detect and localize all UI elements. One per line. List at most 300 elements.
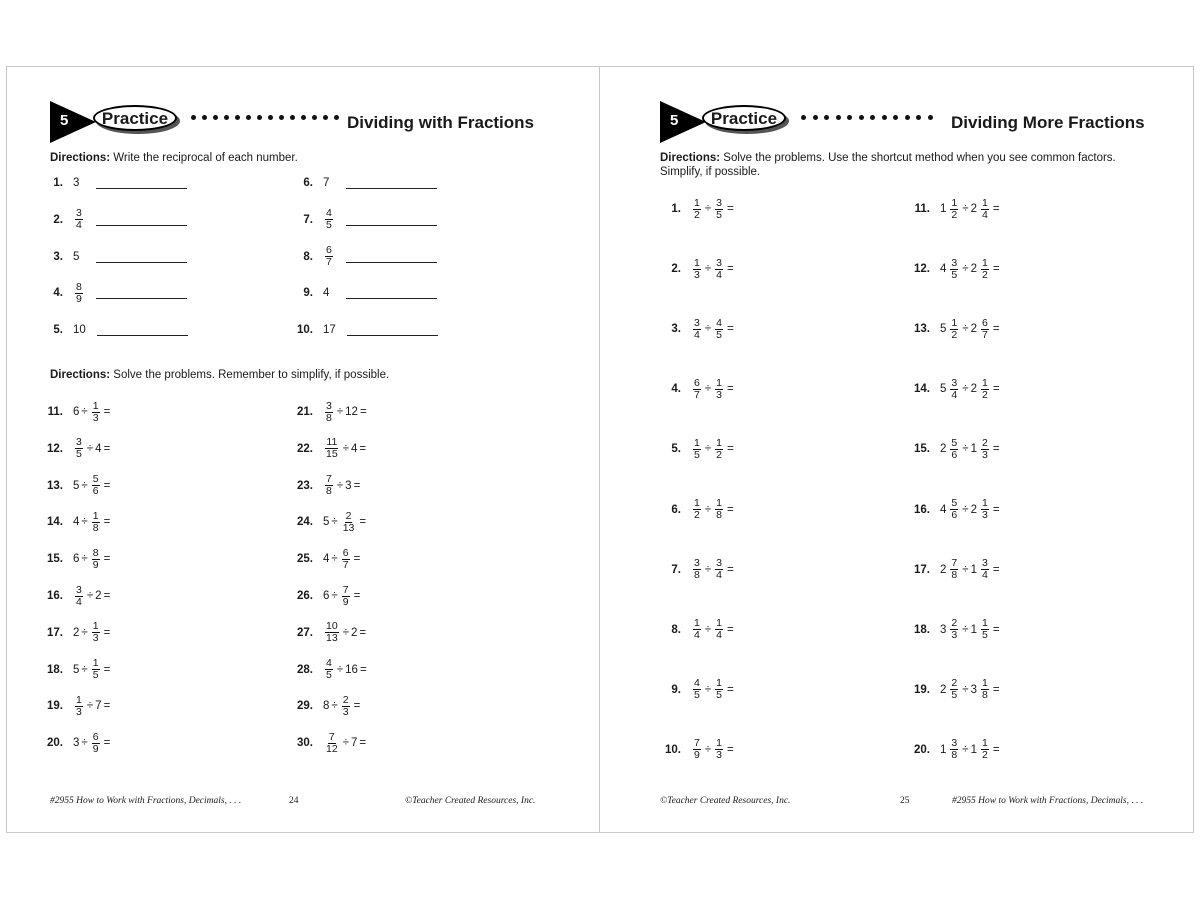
numerator: 1 xyxy=(92,399,99,412)
leader-dot xyxy=(836,115,841,120)
denominator: 5 xyxy=(981,629,988,642)
directions-text: Write the reciprocal of each number. xyxy=(113,152,298,164)
denominator: 5 xyxy=(92,669,99,682)
fraction xyxy=(342,695,350,718)
problem-item xyxy=(904,555,1001,585)
math-expression xyxy=(72,658,111,681)
fraction xyxy=(92,658,100,681)
expr-token: ÷ xyxy=(962,503,969,516)
fraction xyxy=(950,198,958,221)
problem-item xyxy=(904,194,1001,224)
expr-token: = xyxy=(992,623,1000,636)
item-number: 6. xyxy=(303,177,313,189)
practice-label-text: Practice xyxy=(710,109,778,128)
problem-item xyxy=(37,397,111,427)
expr-token: = xyxy=(359,442,367,455)
fraction xyxy=(950,318,958,341)
math-expression xyxy=(72,437,111,460)
numerator: 3 xyxy=(981,557,988,570)
numerator: 7 xyxy=(328,730,335,743)
denominator: 4 xyxy=(981,569,988,582)
denominator: 12 xyxy=(326,742,338,755)
math-expression xyxy=(939,498,1001,521)
fraction xyxy=(715,678,723,701)
fraction xyxy=(325,732,339,755)
directions-text-line2: Simplify, if possible. xyxy=(660,166,761,178)
expr-token: 3 xyxy=(970,683,977,696)
expr-token: 4 xyxy=(73,516,80,529)
math-expression xyxy=(939,258,1001,281)
denominator: 3 xyxy=(981,448,988,461)
reciprocal-item xyxy=(287,278,437,308)
expr-token: = xyxy=(992,383,1000,396)
math-expression xyxy=(690,678,735,701)
denominator: 9 xyxy=(76,292,82,305)
numerator: 2 xyxy=(342,693,349,706)
leader-dot xyxy=(257,115,262,120)
numerator: 1 xyxy=(716,677,722,690)
numerator: 1 xyxy=(951,196,958,209)
expr-token: ÷ xyxy=(704,323,712,336)
expr-token: ÷ xyxy=(342,442,349,455)
numerator: 1 xyxy=(694,497,700,509)
item-number: 20. xyxy=(914,743,930,756)
item-number: 8. xyxy=(303,250,313,263)
item-number: 11. xyxy=(914,203,930,215)
math-expression xyxy=(690,438,735,461)
expr-token: = xyxy=(727,563,734,576)
expr-token: = xyxy=(353,479,361,492)
leader-dot xyxy=(824,115,829,120)
numerator: 1 xyxy=(981,196,988,209)
directions-label: Directions: xyxy=(660,152,721,164)
math-expression xyxy=(939,438,1001,461)
fraction xyxy=(75,208,83,231)
item-number: 17. xyxy=(914,563,930,576)
denominator: 2 xyxy=(981,388,988,401)
expr-token: ÷ xyxy=(962,323,969,336)
math-expression xyxy=(72,401,111,424)
numerator: 3 xyxy=(76,436,82,449)
reciprocal-item xyxy=(287,168,437,198)
expr-token: 6 xyxy=(73,406,80,418)
expr-token: = xyxy=(727,743,734,756)
expr-token: ÷ xyxy=(336,663,344,676)
item-number: 7. xyxy=(671,563,681,576)
numerator: 3 xyxy=(951,737,958,750)
fraction xyxy=(92,401,100,424)
expr-token: ÷ xyxy=(962,383,969,396)
item-number: 10. xyxy=(297,324,313,337)
fraction xyxy=(75,695,83,718)
expr-token: ÷ xyxy=(962,743,969,756)
fraction xyxy=(342,585,350,608)
expr-token: = xyxy=(727,683,734,696)
fraction xyxy=(325,437,339,460)
item-number: 20. xyxy=(47,737,63,750)
expr-token: 2 xyxy=(970,323,977,336)
expr-token: = xyxy=(727,323,734,336)
expr-token: = xyxy=(727,263,734,276)
problem-item xyxy=(904,374,1001,404)
item-number: 3. xyxy=(671,323,681,336)
fraction xyxy=(981,318,989,341)
expr-token: = xyxy=(103,516,111,529)
problem-item xyxy=(287,507,367,537)
fraction xyxy=(981,198,989,221)
problem-item xyxy=(287,691,361,721)
expr-token: = xyxy=(103,553,111,566)
fraction xyxy=(715,318,723,341)
math-expression xyxy=(322,208,336,231)
expr-token: 2 xyxy=(970,203,977,215)
numerator: 1 xyxy=(716,376,722,389)
problem-item xyxy=(287,544,361,574)
answer-blank[interactable] xyxy=(346,217,437,226)
problem-item xyxy=(904,254,1001,284)
item-number: 16. xyxy=(914,503,930,516)
leader-dot xyxy=(290,115,295,120)
fraction xyxy=(715,558,723,581)
denominator: 15 xyxy=(326,448,338,461)
denominator: 3 xyxy=(981,509,988,521)
fraction xyxy=(715,198,723,221)
math-expression xyxy=(72,511,111,534)
denominator: 3 xyxy=(76,705,82,718)
expr-token: 7 xyxy=(323,177,330,189)
denominator: 6 xyxy=(951,448,958,461)
fraction xyxy=(92,732,100,755)
problem-item xyxy=(287,471,361,501)
expr-token: 2 xyxy=(95,590,102,602)
expr-token: = xyxy=(992,203,1000,215)
footer-book-title: #2955 How to Work with Fractions, Decimals, . . . xyxy=(50,796,242,806)
reciprocal-item xyxy=(37,315,188,345)
item-number: 13. xyxy=(47,479,63,492)
leader-dot xyxy=(235,115,240,120)
problem-item xyxy=(287,618,367,648)
item-number: 1. xyxy=(671,203,681,215)
expr-token: ÷ xyxy=(81,553,88,566)
numerator: 5 xyxy=(951,436,958,449)
denominator: 4 xyxy=(716,629,722,642)
triangle-badge-icon xyxy=(660,101,706,143)
math-expression xyxy=(690,618,735,641)
item-number: 4. xyxy=(671,383,681,396)
answer-blank[interactable] xyxy=(96,217,187,226)
expr-token: ÷ xyxy=(962,623,969,636)
math-expression xyxy=(690,198,735,221)
expr-token: 5 xyxy=(940,323,947,336)
numerator: 1 xyxy=(716,436,722,449)
expr-token: ÷ xyxy=(81,663,88,676)
reciprocal-item xyxy=(37,242,187,272)
expr-token: = xyxy=(359,406,367,418)
math-expression xyxy=(690,738,735,761)
fraction xyxy=(693,738,701,761)
expr-token: 7 xyxy=(95,700,102,713)
numerator: 8 xyxy=(76,280,82,293)
answer-blank[interactable] xyxy=(347,327,438,336)
item-number: 2. xyxy=(53,213,63,226)
item-number: 12. xyxy=(914,263,930,276)
numerator: 4 xyxy=(326,657,332,670)
answer-blank[interactable] xyxy=(96,180,187,189)
leader-dot xyxy=(213,115,218,120)
numerator: 1 xyxy=(951,316,958,329)
numerator: 3 xyxy=(716,196,722,209)
numerator: 2 xyxy=(981,436,988,449)
denominator: 5 xyxy=(326,669,332,682)
math-expression xyxy=(322,287,336,299)
expr-token: 4 xyxy=(351,442,358,455)
fraction xyxy=(342,548,350,571)
problem-item xyxy=(655,735,735,765)
problem-item xyxy=(655,254,735,284)
expr-token: = xyxy=(359,663,367,676)
fraction xyxy=(75,282,83,305)
answer-blank[interactable] xyxy=(346,180,437,189)
denominator: 4 xyxy=(716,569,722,582)
answer-blank[interactable] xyxy=(96,290,187,299)
item-number: 19. xyxy=(914,683,930,696)
problem-item xyxy=(655,555,735,585)
leader-dot xyxy=(870,115,875,120)
math-expression xyxy=(939,378,1001,401)
problem-item xyxy=(655,495,735,525)
denominator: 9 xyxy=(92,742,99,755)
denominator: 3 xyxy=(716,749,722,762)
fraction xyxy=(693,618,701,641)
reciprocal-item xyxy=(287,315,438,345)
expr-token: = xyxy=(353,553,361,566)
answer-blank[interactable] xyxy=(346,290,437,299)
fraction xyxy=(715,618,723,641)
expr-token: = xyxy=(103,663,111,676)
section-badge xyxy=(50,101,96,143)
math-expression xyxy=(322,177,336,189)
leader-dot xyxy=(893,115,898,120)
practice-label xyxy=(702,105,792,137)
leader-dot xyxy=(279,115,284,120)
numerator: 1 xyxy=(981,737,988,750)
fraction xyxy=(715,438,723,461)
denominator: 4 xyxy=(76,595,82,608)
expr-token: = xyxy=(359,626,367,639)
numerator: 2 xyxy=(951,617,958,630)
expr-token: ÷ xyxy=(336,406,344,418)
problem-item xyxy=(904,735,1001,765)
math-expression xyxy=(72,585,111,608)
fraction xyxy=(715,738,723,761)
denominator: 8 xyxy=(716,509,722,521)
numerator: 1 xyxy=(716,497,722,509)
leader-dot xyxy=(246,115,251,120)
item-number: 8. xyxy=(671,623,681,636)
leader-dot xyxy=(224,115,229,120)
denominator: 4 xyxy=(981,208,988,221)
fraction xyxy=(981,258,989,281)
denominator: 8 xyxy=(92,521,99,534)
numerator: 7 xyxy=(951,557,958,570)
problem-item xyxy=(37,434,111,464)
problem-item xyxy=(37,618,111,648)
expr-token: 16 xyxy=(345,663,358,676)
problem-item xyxy=(287,655,368,685)
item-number: 14. xyxy=(914,383,930,396)
section-number: 5 xyxy=(60,112,69,129)
page-number: 25 xyxy=(900,796,910,806)
problem-item xyxy=(904,675,1001,705)
numerator: 10 xyxy=(326,620,338,633)
denominator: 2 xyxy=(981,749,988,762)
numerator: 1 xyxy=(92,509,99,522)
math-expression xyxy=(322,658,368,681)
fraction xyxy=(950,498,958,521)
denominator: 2 xyxy=(716,448,722,461)
denominator: 8 xyxy=(981,689,988,702)
math-expression xyxy=(322,511,367,534)
numerator: 1 xyxy=(981,256,988,269)
math-expression xyxy=(690,258,735,281)
fraction xyxy=(92,621,100,644)
expr-token: ÷ xyxy=(962,443,969,456)
denominator: 2 xyxy=(694,208,700,221)
math-expression xyxy=(72,177,86,189)
item-number: 30. xyxy=(297,737,313,750)
denominator: 3 xyxy=(951,629,958,642)
numerator: 1 xyxy=(694,196,700,209)
footer-book-title: #2955 How to Work with Fractions, Decimals, . . . xyxy=(952,796,1144,806)
expr-token: 5 xyxy=(73,250,80,263)
fraction xyxy=(92,511,100,534)
leader-dot xyxy=(801,115,806,120)
denominator: 5 xyxy=(716,208,722,221)
denominator: 8 xyxy=(326,485,332,498)
math-expression xyxy=(322,245,336,268)
expr-token: ÷ xyxy=(704,383,712,396)
directions-label: Directions: xyxy=(50,152,111,164)
numerator: 3 xyxy=(716,256,722,269)
math-expression xyxy=(322,474,361,497)
expr-token: = xyxy=(992,263,1000,276)
denominator: 6 xyxy=(92,485,99,498)
answer-blank[interactable] xyxy=(97,327,188,336)
math-expression xyxy=(72,282,86,305)
right-page xyxy=(599,66,1194,833)
directions-label: Directions: xyxy=(50,369,111,381)
answer-blank[interactable] xyxy=(96,254,187,263)
denominator: 5 xyxy=(716,689,722,702)
expr-token: ÷ xyxy=(342,626,349,639)
expr-token: 1 xyxy=(970,443,977,456)
problem-item xyxy=(655,675,735,705)
item-number: 11. xyxy=(47,406,63,418)
problem-item xyxy=(655,194,735,224)
numerator: 11 xyxy=(326,436,338,449)
item-number: 5. xyxy=(53,324,63,337)
math-expression xyxy=(690,318,735,341)
item-number: 5. xyxy=(671,443,681,456)
item-number: 10. xyxy=(665,743,681,756)
expr-token: ÷ xyxy=(331,553,338,566)
numerator: 3 xyxy=(951,256,958,269)
fraction xyxy=(950,738,958,761)
problem-item xyxy=(655,434,735,464)
denominator: 9 xyxy=(92,558,99,571)
numerator: 3 xyxy=(326,399,332,412)
denominator: 9 xyxy=(694,749,700,762)
problem-item xyxy=(904,495,1001,525)
expr-token: 5 xyxy=(940,383,947,396)
expr-token: 5 xyxy=(73,479,80,492)
expr-token: 2 xyxy=(970,503,977,516)
denominator: 9 xyxy=(342,595,349,608)
item-number: 7. xyxy=(303,213,313,226)
expr-token: = xyxy=(727,623,734,636)
math-expression xyxy=(939,318,1001,341)
leader-dot xyxy=(928,115,933,120)
leader-dot xyxy=(268,115,273,120)
fraction xyxy=(325,658,333,681)
fraction xyxy=(325,245,333,268)
expr-token: ÷ xyxy=(704,503,712,516)
denominator: 2 xyxy=(694,509,700,521)
numerator: 7 xyxy=(326,473,332,486)
expr-token: = xyxy=(992,443,1000,456)
fraction xyxy=(325,474,333,497)
expr-token: 3 xyxy=(345,479,352,492)
expr-token: ÷ xyxy=(81,406,88,418)
footer-publisher: ©Teacher Created Resources, Inc. xyxy=(405,796,536,806)
denominator: 8 xyxy=(326,411,332,424)
item-number: 14. xyxy=(47,516,63,529)
problem-item xyxy=(904,615,1001,645)
expr-token: 2 xyxy=(351,626,358,639)
fraction xyxy=(981,558,989,581)
expr-token: = xyxy=(727,443,734,456)
directions-solve xyxy=(660,151,1160,179)
fraction xyxy=(950,258,958,281)
numerator: 1 xyxy=(981,677,988,690)
math-expression xyxy=(322,695,361,718)
denominator: 5 xyxy=(694,689,700,702)
expr-token: ÷ xyxy=(962,683,969,696)
numerator: 3 xyxy=(76,207,82,220)
math-expression xyxy=(690,558,735,581)
leader-dot xyxy=(813,115,818,120)
expr-token: 7 xyxy=(351,737,358,750)
numerator: 3 xyxy=(76,583,82,596)
numerator: 7 xyxy=(342,583,349,596)
fraction xyxy=(693,318,701,341)
numerator: 6 xyxy=(981,316,988,329)
section-badge xyxy=(660,101,706,143)
expr-token: ÷ xyxy=(704,263,712,276)
expr-token: 4 xyxy=(940,263,947,276)
item-number: 1. xyxy=(53,177,63,189)
expr-token: ÷ xyxy=(704,743,712,756)
expr-token: 1 xyxy=(940,203,947,215)
answer-blank[interactable] xyxy=(346,254,437,263)
numerator: 2 xyxy=(345,509,352,522)
expr-token: 8 xyxy=(323,700,330,713)
reciprocal-item xyxy=(287,242,437,272)
denominator: 6 xyxy=(951,509,958,521)
expr-token: 1 xyxy=(940,743,947,756)
expr-token: 2 xyxy=(940,563,947,576)
expr-token: = xyxy=(359,737,367,750)
